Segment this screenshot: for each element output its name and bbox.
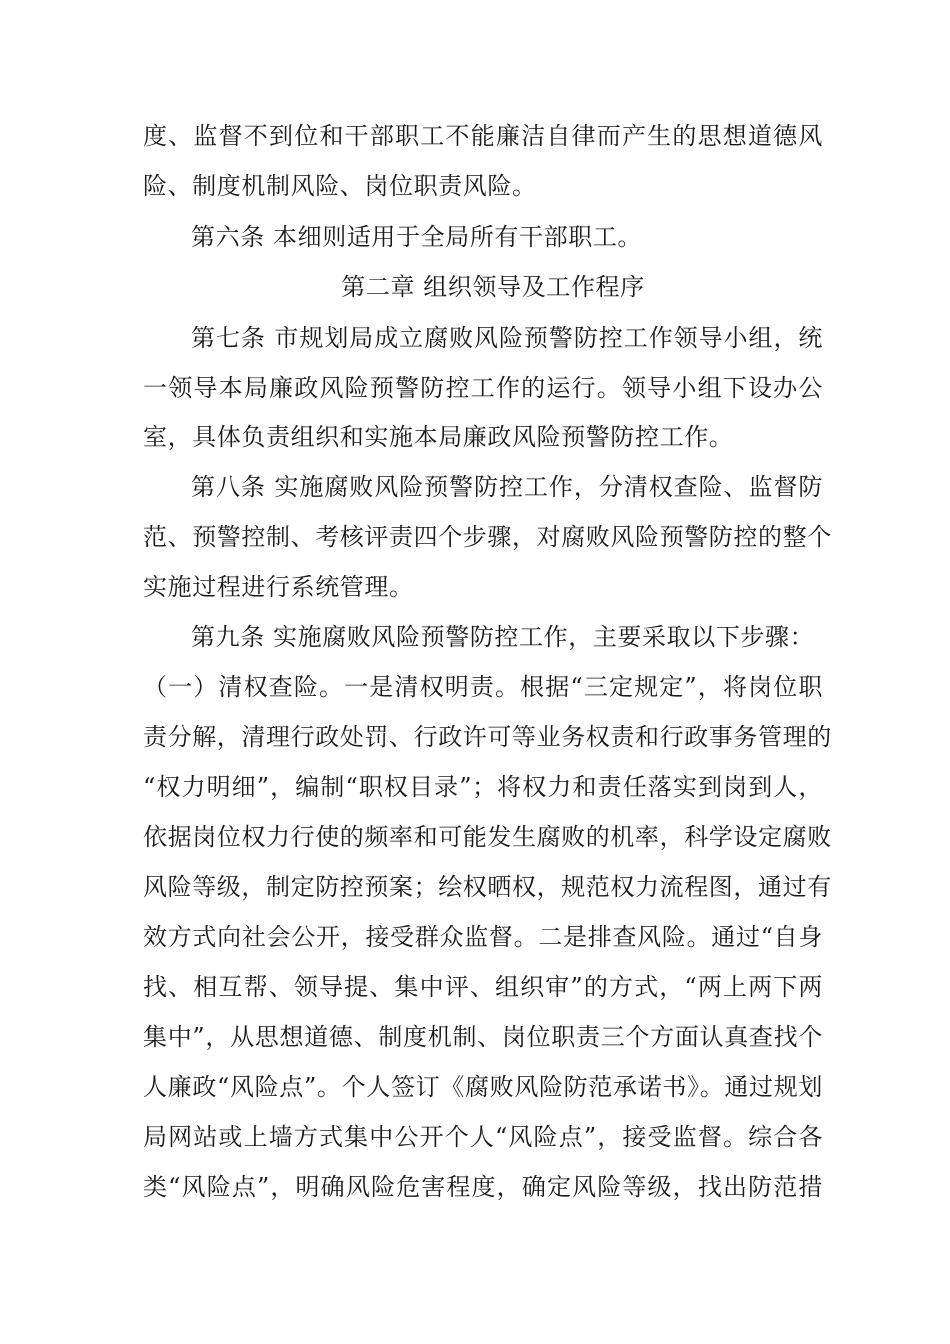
article-8-line-3: 实施过程进行系统管理。	[143, 573, 414, 601]
item-1-line-2: 责分解，清理行政处罚、行政许可等业务权责和行政事务管理的	[143, 723, 832, 751]
article-7-line-1: 第七条 市规划局成立腐败风险预警防控工作领导小组，统	[191, 324, 823, 352]
article-9-line-1: 第九条 实施腐败风险预警防控工作，主要采取以下步骤：	[191, 623, 815, 651]
item-1-line-5: 风险等级，制定防控预案；绘权晒权，规范权力流程图，通过有	[143, 873, 832, 901]
item-1-line-1: （一）清权查险。一是清权明责。根据“三定规定”，将岗位职	[143, 673, 823, 701]
article-8-line-2: 范、预警控制、考核评责四个步骤，对腐败风险预警防控的整个	[143, 523, 832, 551]
item-1-line-9: 人廉政“风险点”。个人签订《腐败风险防范承诺书》。通过规划	[143, 1073, 823, 1101]
article-7-line-3: 室，具体负责组织和实施本局廉政风险预警防控工作。	[143, 423, 734, 451]
item-1-line-7: 找、相互帮、领导提、集中评、组织审”的方式，“两上两下两	[143, 973, 823, 1001]
body-line-1: 度、监督不到位和干部职工不能廉洁自律而产生的思想道德风	[143, 122, 823, 150]
body-line-2: 险、制度机制风险、岗位职责风险。	[143, 172, 537, 200]
article-8-line-1: 第八条 实施腐败风险预警防控工作，分清权查险、监督防	[191, 473, 823, 501]
item-1-line-3: “权力明细”，编制“职权目录”；将权力和责任落实到岗到人，	[143, 773, 823, 801]
item-1-line-6: 效方式向社会公开，接受群众监督。二是排查风险。通过“自身	[143, 923, 823, 951]
item-1-line-11: 类“风险点”，明确风险危害程度，确定风险等级，找出防范措	[143, 1173, 823, 1201]
article-7-line-2: 一领导本局廉政风险预警防控工作的运行。领导小组下设办公	[143, 374, 823, 402]
item-1-line-10: 局网站或上墙方式集中公开个人“风险点”，接受监督。综合各	[143, 1123, 823, 1151]
article-6: 第六条 本细则适用于全局所有干部职工。	[191, 223, 643, 251]
chapter-heading: 第二章 组织领导及工作程序	[341, 273, 645, 301]
item-1-line-4: 依据岗位权力行使的频率和可能发生腐败的机率，科学设定腐败	[143, 823, 832, 851]
item-1-line-8: 集中”，从思想道德、制度机制、岗位职责三个方面认真查找个	[143, 1023, 823, 1051]
